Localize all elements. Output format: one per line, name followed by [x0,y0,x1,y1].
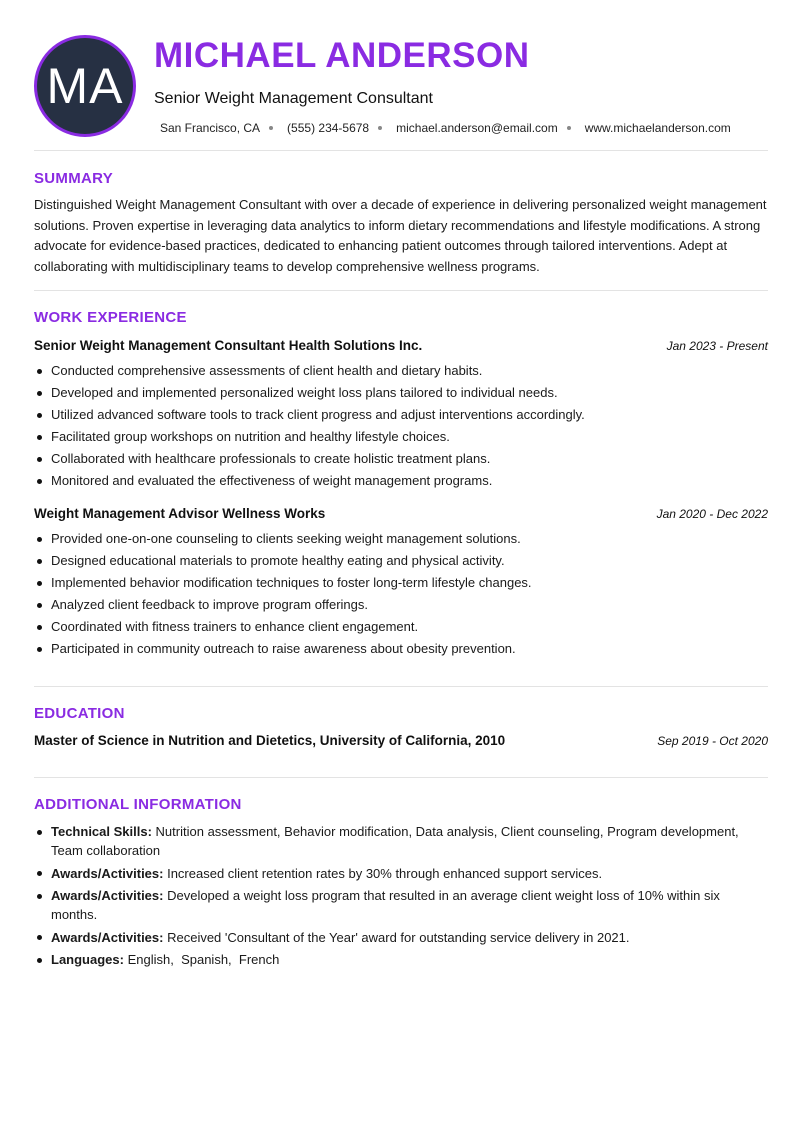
job-bullet: Facilitated group workshops on nutrition and healthy lifestyle choices. [34,426,768,448]
education-heading: EDUCATION [34,705,125,722]
section-divider [34,150,768,151]
experience-heading: WORK EXPERIENCE [34,309,187,326]
additional-item-text: English, Spanish, French [127,952,280,967]
additional-item [34,950,768,969]
summary-text: Distinguished Weight Management Consultant with over a decade of experience in delivering personalized weight management solutions. Proven expertise in leveraging data analytics to inform dietary recommendations and lifestyle modifications. A strong advocate for evidence-based practices, dedicated to enhancing patient outcomes through tailored interventions. Adept at collaborating with multidisciplinary teams to develop comprehensive wellness programs. [34,197,767,274]
education-entry [34,733,768,751]
summary-heading: SUMMARY [34,170,114,187]
contact-email[interactable]: michael.anderson@email.com [396,121,558,135]
additional-item-text: Received 'Consultant of the Year' award for outstanding service delivery in 2021. [167,929,630,945]
candidate-title: Senior Weight Management Consultant [154,90,433,107]
separator-dot [378,126,382,130]
candidate-name: MICHAEL ANDERSON [154,36,530,75]
job-bullet: Conducted comprehensive assessments of client health and dietary habits. [34,360,768,382]
job-header [34,506,768,524]
job-header [34,338,768,356]
additional-item-label: Awards/Activities: [51,888,164,903]
education-degree: Master of Science in Nutrition and Dietetics, University of California, 2010 [34,733,506,748]
contact-location: San Francisco, CA [160,121,261,135]
avatar [34,35,136,137]
section-divider [34,686,768,687]
job-bullets [34,360,768,492]
additional-item [34,928,768,947]
additional-item-label: Technical Skills: [51,824,152,839]
additional-item-label: Languages: [51,952,124,967]
contact-phone: (555) 234-5678 [287,121,370,135]
job-bullet: Collaborated with healthcare professionals to create holistic treatment plans. [34,448,768,470]
additional-item [34,886,768,924]
additional-list [34,822,768,973]
job-bullet: Utilized advanced software tools to track client progress and adjust interventions accordingly. [34,404,768,426]
contact-website[interactable]: www.michaelanderson.com [584,121,731,135]
job-dates: Jan 2023 - Present [666,339,768,353]
job-bullet: Analyzed client feedback to improve program offerings. [34,594,768,616]
contact-line [160,121,731,135]
additional-item-text: Developed a weight loss program that resulted in an average client weight loss of 10% within six months. [51,888,720,922]
job-role: Senior Weight Management Consultant Health Solutions Inc. [34,338,423,353]
additional-item-text: Nutrition assessment, Behavior modification, Data analysis, Client counseling, Program development, Team collaboration [51,824,739,858]
job-bullet: Designed educational materials to promote healthy eating and physical activity. [34,550,768,572]
avatar-initials: MA [46,58,124,114]
additional-heading: ADDITIONAL INFORMATION [34,796,242,813]
job-bullet: Monitored and evaluated the effectiveness of weight management programs. [34,470,768,492]
education-dates: Sep 2019 - Oct 2020 [657,734,768,748]
additional-item [34,822,768,860]
job-role: Weight Management Advisor Wellness Works [34,506,326,521]
job-bullet: Provided one-on-one counseling to clients seeking weight management solutions. [34,528,768,550]
job-bullet: Coordinated with fitness trainers to enhance client engagement. [34,616,768,638]
resume-header [34,34,768,138]
section-divider [34,777,768,778]
job-dates: Jan 2020 - Dec 2022 [656,507,768,521]
additional-item-label: Awards/Activities: [51,929,164,945]
separator-dot [567,126,571,130]
additional-item-label: Awards/Activities: [51,865,164,881]
section-divider [34,290,768,291]
job-bullet: Developed and implemented personalized weight loss plans tailored to individual needs. [34,382,768,404]
additional-item-text: Increased client retention rates by 30% through enhanced support services. [167,865,603,881]
job-bullets [34,528,768,660]
job-bullet: Implemented behavior modification techniques to foster long-term lifestyle changes. [34,572,768,594]
separator-dot [269,126,273,130]
additional-item [34,864,768,883]
job-bullet: Participated in community outreach to raise awareness about obesity prevention. [34,638,768,660]
